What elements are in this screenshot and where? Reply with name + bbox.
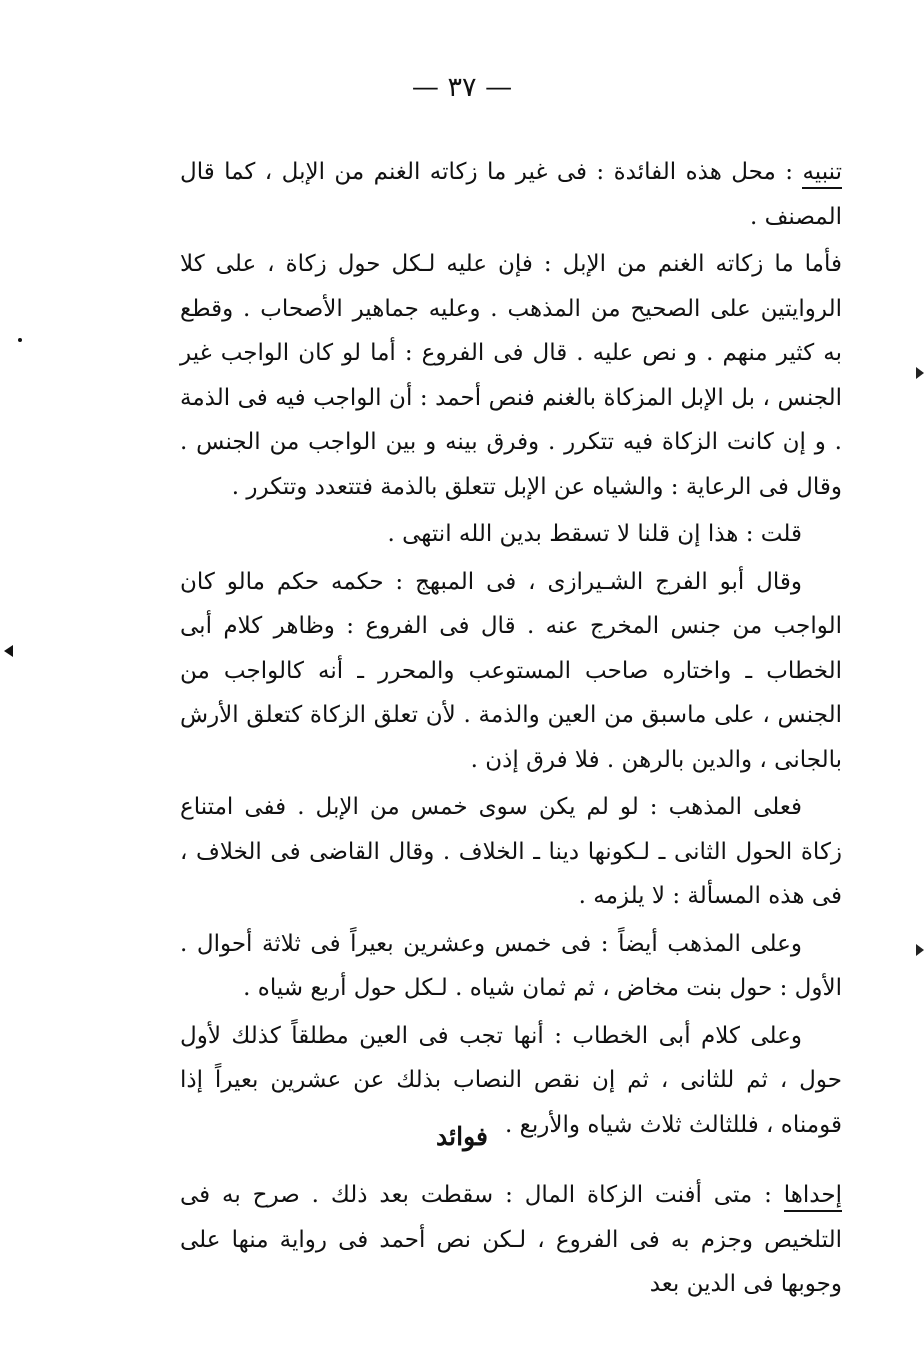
- benefits-text-block: [180, 1173, 842, 1307]
- note-text: : محل هذه الفائدة : فى غير ما زكاته الغنم من الإبل ، كما قال المصنف .: [180, 159, 842, 230]
- paragraph-author-remark: قلت : هذا إن قلنا لا تسقط بدين الله انتهى .: [387, 521, 802, 547]
- paragraph-zakat-per-year: فأما ما زكاته الغنم من الإبل : فإن عليه لـكل حول زكاة ، على كلا الروايتين على الصحيح من المذهب . وعليه جماهير الأصحاب . وقطع به كثير منهم . و نص عليه . قال فى الفروع : أما لو كان الواجب غير الجنس ، بل الإبل المزكاة بالغنم فنص أحمد : أن الواجب فيه فى الذمة . و إن كانت الزكاة فيه تتكرر . وفرق بينه و بين الواجب من الجنس . وقال فى الرعاية : والشياه عن الإبل تتعلق بالذمة فتتعدد وتتكرر .: [180, 251, 842, 500]
- page-number: — ٣٧ —: [411, 72, 513, 103]
- paragraph-twenty-five-camels: وعلى المذهب أيضاً : فى خمس وعشرين بعيراً فى ثلاثة أحوال . الأول : حول بنت مخاض ، ثم ثمان شياه . لـكل حول أربع شياه .: [180, 930, 842, 1001]
- first-benefit-text: : متى أفنت الزكاة المال : سقطت بعد ذلك . صرح به فى التلخيص وجزم به فى الفروع ، لـكن نص أحمد فى رواية منها على وجوبها فى الدين بعد: [180, 1182, 842, 1297]
- note-paragraph: [180, 150, 842, 239]
- margin-edge-mark: [916, 367, 924, 379]
- margin-arrow-mark: [4, 645, 13, 657]
- margin-edge-mark: [916, 944, 924, 956]
- paragraph-madhhab-five-camels: فعلى المذهب : لو لم يكن سوى خمس من الإبل . ففى امتناع زكاة الحول الثانى ـ لـكونها دينا ـ الخلاف . وقال القاضى فى الخلاف ، فى هذه المسألة : لا يلزمه .: [180, 794, 842, 909]
- note-lead-word: تنبيه: [802, 159, 842, 189]
- first-benefit-paragraph: [180, 1173, 842, 1307]
- paragraph-abu-al-khattab: وعلى كلام أبى الخطاب : أنها تجب فى العين مطلقاً كذلك لأول حول ، ثم للثانى ، ثم إن نقص النصاب بذلك عن عشرين بعيراً إذا قومناه ، فللثالث ثلاث شياه والأربع .: [180, 1022, 842, 1138]
- section-heading: فوائد: [436, 1122, 488, 1151]
- main-text-block: [180, 150, 842, 1147]
- first-benefit-lead-word: إحداها: [784, 1182, 842, 1212]
- scan-speck: [18, 338, 22, 342]
- paragraph-abu-al-faraj: وقال أبو الفرج الشـيرازى ، فى المبهج : حكمه حكم مالو كان الواجب من جنس المخرج عنه . قال فى الفروع : وظاهر كلام أبى الخطاب ـ واختاره صاحب المستوعب والمحرر ـ أنه كالواجب من الجنس ، على ماسبق من العين والذمة . لأن تعلق الزكاة كتعلق الأرش بالجانى ، والدين بالرهن . فلا فرق إذن .: [180, 568, 842, 773]
